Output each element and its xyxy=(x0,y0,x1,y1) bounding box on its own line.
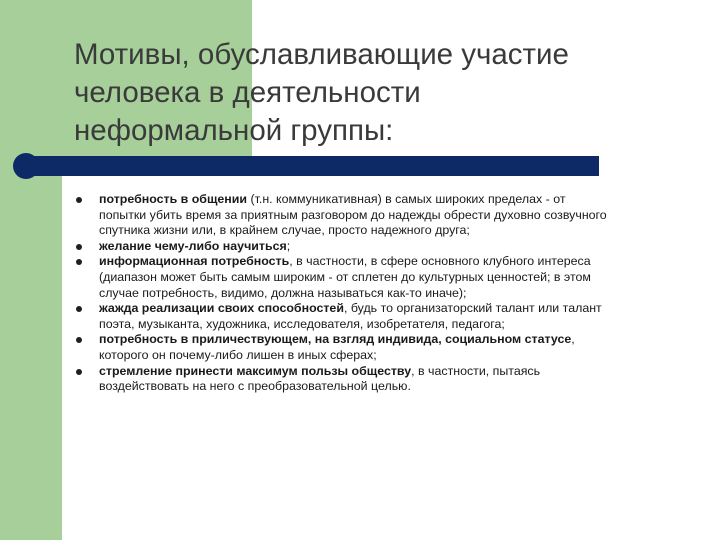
item-text: , которого он почему-либо лишен в иных сферах; xyxy=(99,332,575,362)
motives-list xyxy=(70,192,615,395)
bullet-icon xyxy=(76,259,82,265)
bullet-icon xyxy=(76,306,82,312)
title-line: человека в деятельности xyxy=(74,76,421,109)
item-bold-text: потребность в приличествующем, на взгляд индивида, социальном статусе xyxy=(99,332,572,347)
item-bold-text: потребность в общении xyxy=(99,192,248,206)
item-bold-text: жажда реализации своих способностей xyxy=(99,301,344,316)
list-item xyxy=(70,332,615,363)
list-item xyxy=(70,239,615,255)
bullet-icon xyxy=(76,337,82,343)
item-text: , будь то организаторский талант или талант поэта, музыканта, художника, исследователя, изобретателя, педагога; xyxy=(99,301,602,331)
item-bold-text: стремление принести максимум пользы обществу xyxy=(99,363,412,378)
item-text: , в частности, в сфере основного клубного интереса (диапазон может быть самым широким - от сплетен до культурных ценностей; в этом случае потребность, видимо, должна называться как-то иначе); xyxy=(99,254,591,300)
title-line: неформальной группы: xyxy=(74,114,394,147)
bullet-icon xyxy=(76,244,82,250)
bullet-icon xyxy=(76,197,82,203)
item-text: ; xyxy=(286,238,291,253)
item-bold-text: желание чему-либо научиться xyxy=(99,238,287,253)
item-text: (т.н. коммуникативная) в самых широких пределах - от попытки убить время за приятным разговором до надежды обрести духовно созвучного спутника жизни или, в крайнем случае, просто надежного друга; xyxy=(99,192,607,238)
item-text: , в частности, пытаясь воздействовать на него с преобразовательной целью. xyxy=(99,363,541,394)
list-item xyxy=(70,192,615,239)
title-line: Мотивы, обуславливающие участие xyxy=(74,38,569,71)
side-accent-band xyxy=(0,0,62,540)
slide-title xyxy=(74,36,694,150)
title-underline-bar xyxy=(26,156,599,176)
list-item xyxy=(70,301,615,332)
item-bold-text: информационная потребность xyxy=(99,254,290,269)
bullet-icon xyxy=(76,369,82,375)
list-item xyxy=(70,254,615,301)
list-item xyxy=(70,364,615,395)
